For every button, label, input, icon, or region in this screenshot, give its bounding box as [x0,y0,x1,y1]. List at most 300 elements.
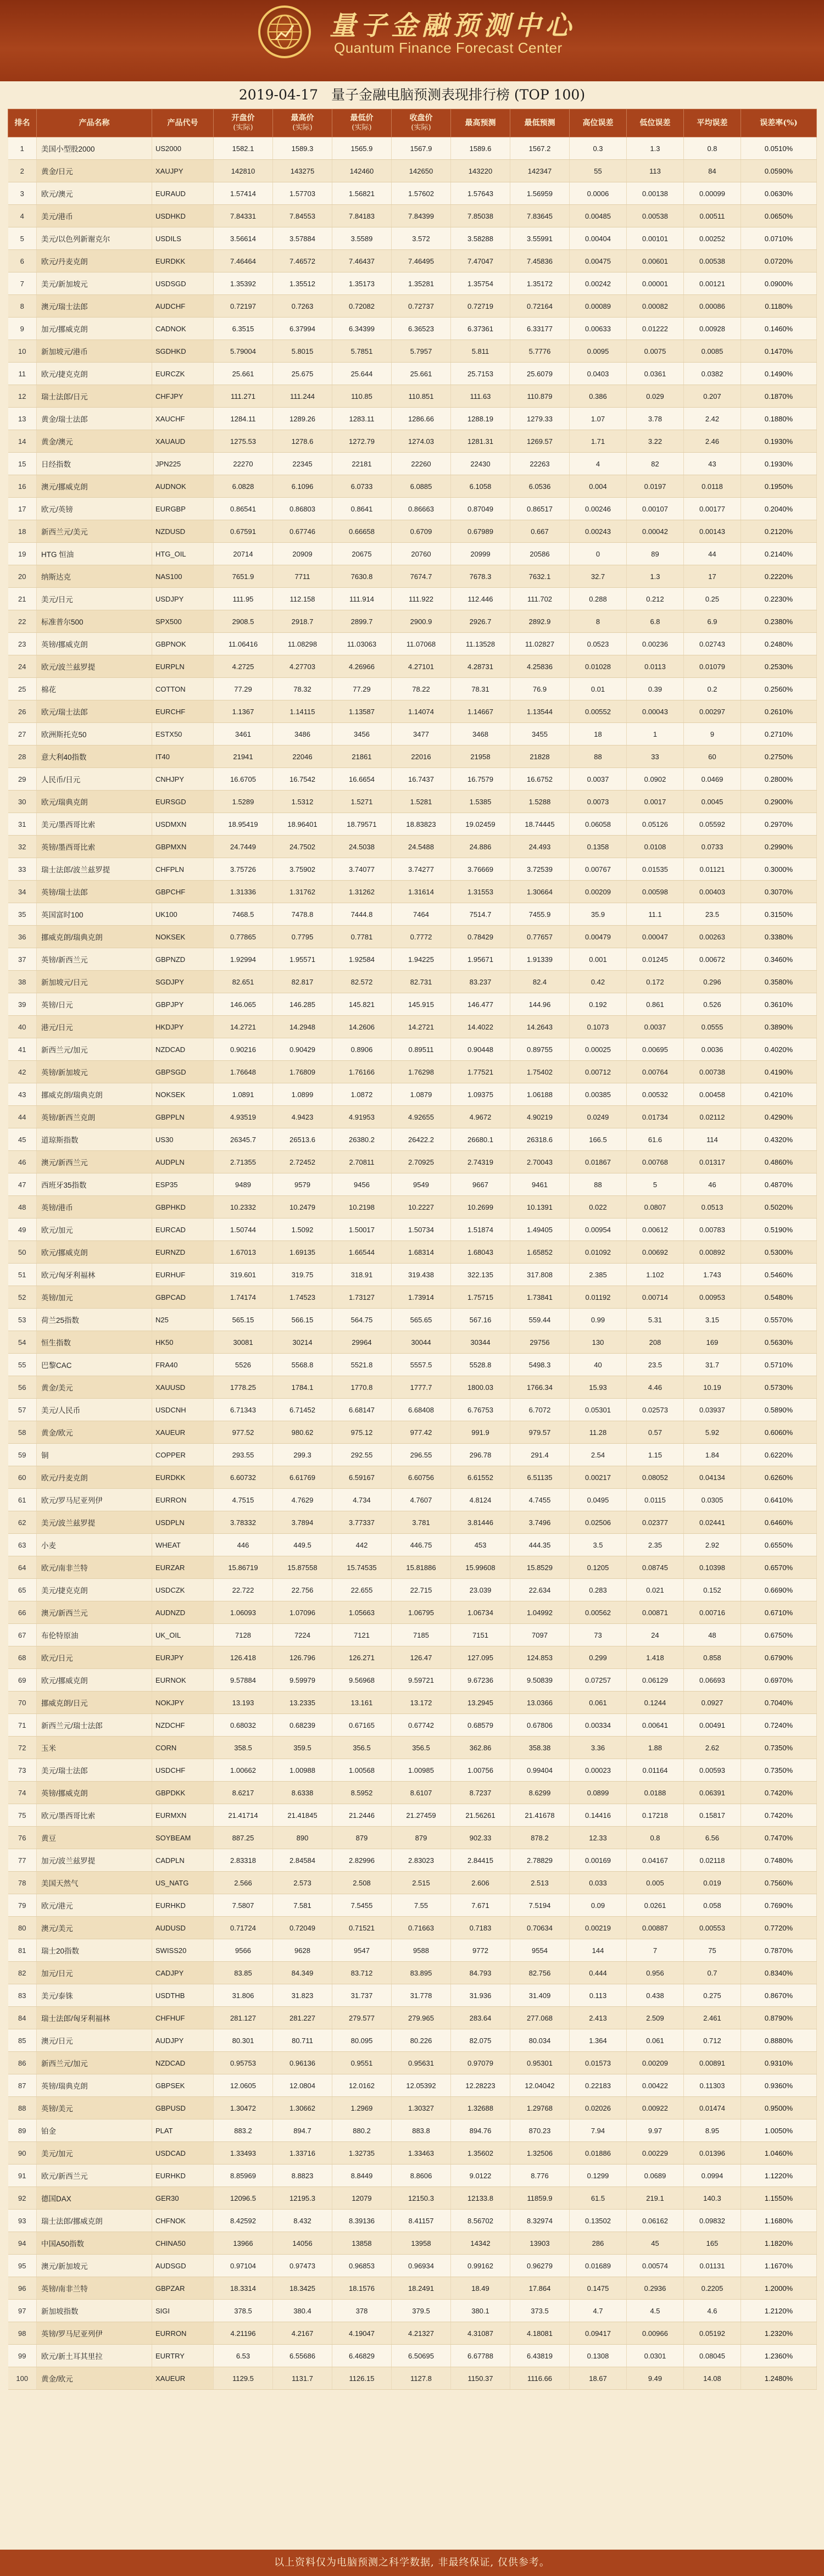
rank-cell: 44 [8,1106,37,1128]
low-cell: 25.644 [332,363,392,385]
product-name-cell: 澳元/新西兰元 [37,1151,152,1173]
high-error-cell: 0.1308 [570,2345,627,2367]
rank-cell: 4 [8,205,37,227]
open-cell: 25.661 [214,363,273,385]
low-error-cell: 0.39 [627,678,684,700]
rank-cell: 59 [8,1444,37,1466]
low-cell: 1126.15 [332,2367,392,2390]
forecast-low-cell: 0.667 [510,520,570,543]
rank-cell: 68 [8,1646,37,1669]
low-error-cell: 1.3 [627,565,684,588]
open-cell: 9566 [214,1939,273,1962]
close-cell: 13.172 [392,1692,451,1714]
product-name-cell: 玉米 [37,1737,152,1759]
low-error-cell: 0.00422 [627,2074,684,2097]
product-name-cell: 瑞士法郎/匈牙利福林 [37,2007,152,2029]
close-cell: 24.5488 [392,836,451,858]
rank-cell: 64 [8,1556,37,1579]
high-error-cell: 0.99 [570,1309,627,1331]
low-cell: 21861 [332,745,392,768]
column-header [510,109,570,137]
rank-cell: 9 [8,318,37,340]
low-cell: 12079 [332,2187,392,2210]
low-error-cell: 0.00082 [627,295,684,318]
high-cell: 13.2335 [273,1692,332,1714]
rank-cell: 1 [8,137,37,160]
error-rate-cell: 0.6410% [741,1489,817,1511]
table-row [8,1444,817,1466]
table-row [8,1173,817,1196]
product-name-cell: 铂金 [37,2119,152,2142]
forecast-low-cell: 21828 [510,745,570,768]
forecast-low-cell: 12.04042 [510,2074,570,2097]
high-cell: 8.6338 [273,1782,332,1804]
open-cell: 0.95753 [214,2052,273,2074]
error-rate-cell: 0.0900% [741,272,817,295]
product-name-cell: 港元/日元 [37,1016,152,1038]
high-error-cell: 0.00552 [570,700,627,723]
low-error-cell: 4.46 [627,1376,684,1399]
open-cell: 6.60732 [214,1466,273,1489]
error-rate-cell: 0.7560% [741,1872,817,1894]
product-code-cell: US2000 [152,137,214,160]
high-cell: 6.71452 [273,1399,332,1421]
rank-cell: 84 [8,2007,37,2029]
forecast-low-cell: 111.702 [510,588,570,610]
forecast-high-cell: 23.039 [451,1579,510,1601]
close-cell: 18.83823 [392,813,451,836]
forecast-low-cell: 2.513 [510,1872,570,1894]
high-cell: 31.823 [273,1984,332,2007]
product-name-cell: 黄金/瑞士法郎 [37,408,152,430]
close-cell: 565.65 [392,1309,451,1331]
error-rate-cell: 0.1950% [741,475,817,498]
brand-logo [258,5,311,58]
error-rate-cell: 1.2000% [741,2277,817,2300]
product-name-cell: 英镑/港币 [37,1196,152,1219]
table-row [8,1939,817,1962]
forecast-low-cell: 1.75402 [510,1061,570,1083]
error-rate-cell: 0.3380% [741,926,817,948]
open-cell: 887.25 [214,1827,273,1849]
open-cell: 1.5289 [214,791,273,813]
error-rate-cell: 0.0510% [741,137,817,160]
rank-cell: 10 [8,340,37,363]
error-rate-cell: 0.8670% [741,1984,817,2007]
rank-cell: 18 [8,520,37,543]
close-cell: 1.30327 [392,2097,451,2119]
error-rate-cell: 0.3000% [741,858,817,881]
avg-error-cell: 0.02118 [684,1849,741,1872]
low-error-cell: 0.00107 [627,498,684,520]
high-cell: 5.8015 [273,340,332,363]
forecast-high-cell: 31.936 [451,1984,510,2007]
table-row [8,1849,817,1872]
error-rate-cell: 0.1460% [741,318,817,340]
product-code-cell: EURHKD [152,1894,214,1917]
low-cell: 111.914 [332,588,392,610]
product-code-cell: NZDCAD [152,1038,214,1061]
low-error-cell: 0.0188 [627,1782,684,1804]
rank-cell: 98 [8,2322,37,2345]
product-name-cell: 欧元/英镑 [37,498,152,520]
avg-error-cell: 0.00928 [684,318,741,340]
close-cell: 80.226 [392,2029,451,2052]
error-rate-cell: 0.7480% [741,1849,817,1872]
forecast-high-cell: 1.32688 [451,2097,510,2119]
forecast-low-cell: 7455.9 [510,903,570,926]
product-name-cell: 澳元/挪威克朗 [37,475,152,498]
error-rate-cell: 0.1490% [741,363,817,385]
low-error-cell: 0.00538 [627,205,684,227]
open-cell: 1.74174 [214,1286,273,1309]
product-name-cell: 黄金/日元 [37,160,152,182]
high-cell: 359.5 [273,1737,332,1759]
product-name-cell: 瑞士法郎/日元 [37,385,152,408]
close-cell: 0.89511 [392,1038,451,1061]
low-cell: 7.46437 [332,250,392,272]
error-rate-cell: 0.2480% [741,633,817,655]
low-error-cell: 0.00042 [627,520,684,543]
table-row [8,1489,817,1511]
table-row [8,160,817,182]
forecast-low-cell: 142347 [510,160,570,182]
low-error-cell: 0.8 [627,1827,684,1849]
high-cell: 5568.8 [273,1354,332,1376]
low-error-cell: 0.005 [627,1872,684,1894]
rank-cell: 60 [8,1466,37,1489]
table-row [8,543,817,565]
rank-cell: 29 [8,768,37,791]
open-cell: 1.06093 [214,1601,273,1624]
high-error-cell: 0.0249 [570,1106,627,1128]
low-cell: 3.5589 [332,227,392,250]
high-cell: 1278.6 [273,430,332,453]
high-error-cell: 0.1299 [570,2165,627,2187]
error-rate-cell: 0.8790% [741,2007,817,2029]
avg-error-cell: 0.526 [684,993,741,1016]
low-error-cell: 0.0017 [627,791,684,813]
high-cell: 7711 [273,565,332,588]
low-cell: 4.91953 [332,1106,392,1128]
high-error-cell: 0.00954 [570,1219,627,1241]
high-error-cell: 0.09 [570,1894,627,1917]
low-cell: 1.31262 [332,881,392,903]
error-rate-cell: 0.4210% [741,1083,817,1106]
product-name-cell: 欧元/港元 [37,1894,152,1917]
high-error-cell: 18.67 [570,2367,627,2390]
high-error-cell: 144 [570,1939,627,1962]
low-error-cell: 0.00236 [627,633,684,655]
forecast-low-cell: 1.29768 [510,2097,570,2119]
error-rate-cell: 0.5570% [741,1309,817,1331]
table-row [8,2165,817,2187]
avg-error-cell: 0.00458 [684,1083,741,1106]
avg-error-cell: 3.15 [684,1309,741,1331]
forecast-low-cell: 7.5194 [510,1894,570,1917]
forecast-low-cell: 20586 [510,543,570,565]
low-cell: 1.73127 [332,1286,392,1309]
avg-error-cell: 165 [684,2232,741,2255]
open-cell: 1.1367 [214,700,273,723]
error-rate-cell: 0.3150% [741,903,817,926]
rank-cell: 91 [8,2165,37,2187]
column-label: 平均误差 [697,119,728,127]
forecast-high-cell: 567.16 [451,1309,510,1331]
product-name-cell: 美元/瑞士法郎 [37,1759,152,1782]
high-cell: 4.2167 [273,2322,332,2345]
column-unit: (实际) [292,124,313,132]
low-error-cell: 0.0115 [627,1489,684,1511]
column-label: 最高价 [291,114,314,123]
rank-cell: 94 [8,2232,37,2255]
open-cell: 319.601 [214,1264,273,1286]
avg-error-cell: 0.10398 [684,1556,741,1579]
forecast-high-cell: 22430 [451,453,510,475]
rank-cell: 45 [8,1128,37,1151]
low-error-cell: 0.0301 [627,2345,684,2367]
low-error-cell: 0.861 [627,993,684,1016]
error-rate-cell: 0.6970% [741,1669,817,1692]
column-header [741,109,817,137]
table-row [8,1196,817,1219]
forecast-high-cell: 3.81446 [451,1511,510,1534]
forecast-high-cell: 8.56702 [451,2210,510,2232]
low-cell: 0.8906 [332,1038,392,1061]
forecast-low-cell: 9461 [510,1173,570,1196]
table-row [8,1286,817,1309]
column-label: 排名 [14,119,30,127]
table-row [8,227,817,250]
close-cell: 1.68314 [392,1241,451,1264]
table-row [8,565,817,588]
forecast-low-cell: 7.45836 [510,250,570,272]
table-row [8,993,817,1016]
high-error-cell: 4.7 [570,2300,627,2322]
open-cell: 7651.9 [214,565,273,588]
column-label: 低位误差 [639,119,671,127]
table-row [8,2187,817,2210]
open-cell: 8.85969 [214,2165,273,2187]
avg-error-cell: 60 [684,745,741,768]
close-cell: 11.07068 [392,633,451,655]
open-cell: 11.06416 [214,633,273,655]
product-code-cell: GBPSGD [152,1061,214,1083]
forecast-low-cell: 870.23 [510,2119,570,2142]
error-rate-cell: 0.7420% [741,1782,817,1804]
forecast-low-cell: 11859.9 [510,2187,570,2210]
avg-error-cell: 2.42 [684,408,741,430]
low-cell: 880.2 [332,2119,392,2142]
table-row [8,1354,817,1376]
product-name-cell: HTG 恒油 [37,543,152,565]
table-row [8,2119,817,2142]
avg-error-cell: 0.0733 [684,836,741,858]
error-rate-cell: 0.7420% [741,1804,817,1827]
high-cell: 7.84553 [273,205,332,227]
product-code-cell: NOKSEK [152,1083,214,1106]
avg-error-cell: 6.56 [684,1827,741,1849]
table-row [8,858,817,881]
column-header [152,109,214,137]
low-cell: 0.96853 [332,2255,392,2277]
error-rate-cell: 0.2900% [741,791,817,813]
low-error-cell: 0.06129 [627,1669,684,1692]
product-code-cell: IT40 [152,745,214,768]
low-error-cell: 33 [627,745,684,768]
table-row [8,791,817,813]
error-rate-cell: 0.6570% [741,1556,817,1579]
low-error-cell: 0.00714 [627,1286,684,1309]
product-name-cell: 英镑/挪威克朗 [37,633,152,655]
rank-cell: 63 [8,1534,37,1556]
product-name-cell: 美元/泰铢 [37,1984,152,2007]
low-error-cell: 9.97 [627,2119,684,2142]
forecast-low-cell: 1.06188 [510,1083,570,1106]
low-error-cell: 0.00101 [627,227,684,250]
low-error-cell: 6.8 [627,610,684,633]
table-body [8,137,817,2390]
table-row [8,1016,817,1038]
product-code-cell: CHFJPY [152,385,214,408]
avg-error-cell: 0.00403 [684,881,741,903]
high-error-cell: 0.1073 [570,1016,627,1038]
avg-error-cell: 0.0513 [684,1196,741,1219]
forecast-high-cell: 7514.7 [451,903,510,926]
forecast-high-cell: 1.06734 [451,1601,510,1624]
rank-cell: 27 [8,723,37,745]
open-cell: 3.78332 [214,1511,273,1534]
product-code-cell: XAUCHF [152,408,214,430]
high-error-cell: 0.1475 [570,2277,627,2300]
forecast-high-cell: 1.57643 [451,182,510,205]
low-cell: 1.35173 [332,272,392,295]
table-row [8,363,817,385]
low-error-cell: 0.00209 [627,2052,684,2074]
low-cell: 1.66544 [332,1241,392,1264]
high-error-cell: 0.01092 [570,1241,627,1264]
forecast-high-cell: 78.31 [451,678,510,700]
table-row [8,1083,817,1106]
low-cell: 0.7781 [332,926,392,948]
forecast-high-cell: 7678.3 [451,565,510,588]
forecast-high-cell: 12.28223 [451,2074,510,2097]
table-row [8,2232,817,2255]
product-name-cell: 美元/新加坡元 [37,272,152,295]
low-error-cell: 0.00532 [627,1083,684,1106]
avg-error-cell: 0.2205 [684,2277,741,2300]
forecast-high-cell: 283.64 [451,2007,510,2029]
close-cell: 9588 [392,1939,451,1962]
low-error-cell: 3.22 [627,430,684,453]
product-code-cell: EURCHF [152,700,214,723]
error-rate-cell: 1.1670% [741,2255,817,2277]
table-row [8,723,817,745]
table-row [8,182,817,205]
error-rate-cell: 0.1930% [741,430,817,453]
avg-error-cell: 0.296 [684,971,741,993]
low-cell: 11.03063 [332,633,392,655]
low-cell: 3.77337 [332,1511,392,1534]
product-name-cell: 美国小型股2000 [37,137,152,160]
open-cell: 5.79004 [214,340,273,363]
high-error-cell: 0.1205 [570,1556,627,1579]
forecast-low-cell: 6.7072 [510,1399,570,1421]
rank-cell: 69 [8,1669,37,1692]
avg-error-cell: 0.00716 [684,1601,741,1624]
rank-cell: 21 [8,588,37,610]
low-error-cell: 5.31 [627,1309,684,1331]
avg-error-cell: 31.7 [684,1354,741,1376]
open-cell: 14.2721 [214,1016,273,1038]
forecast-high-cell: 6.61552 [451,1466,510,1489]
open-cell: 4.21196 [214,2322,273,2345]
open-cell: 13.193 [214,1692,273,1714]
table-row [8,1264,817,1286]
error-rate-cell: 0.7350% [741,1759,817,1782]
high-error-cell: 130 [570,1331,627,1354]
close-cell: 6.68408 [392,1399,451,1421]
high-error-cell: 0.02506 [570,1511,627,1534]
open-cell: 1.92994 [214,948,273,971]
close-cell: 12.05392 [392,2074,451,2097]
forecast-low-cell: 6.33177 [510,318,570,340]
rank-cell: 49 [8,1219,37,1241]
avg-error-cell: 0.09832 [684,2210,741,2232]
close-cell: 1567.9 [392,137,451,160]
close-cell: 2.515 [392,1872,451,1894]
forecast-high-cell: 13.2945 [451,1692,510,1714]
forecast-high-cell: 0.90448 [451,1038,510,1061]
low-error-cell: 0.08745 [627,1556,684,1579]
forecast-high-cell: 6.1058 [451,475,510,498]
product-name-cell: 澳元/新加坡元 [37,2255,152,2277]
table-row [8,1737,817,1759]
low-cell: 7.84183 [332,205,392,227]
high-error-cell: 0.42 [570,971,627,993]
low-error-cell: 0.0108 [627,836,684,858]
avg-error-cell: 140.3 [684,2187,741,2210]
close-cell: 319.438 [392,1264,451,1286]
avg-error-cell: 0.04134 [684,1466,741,1489]
table-row [8,1399,817,1421]
low-cell: 6.34399 [332,318,392,340]
product-name-cell: 英镑/南非兰特 [37,2277,152,2300]
table-row [8,1646,817,1669]
forecast-high-cell: 6.76753 [451,1399,510,1421]
low-error-cell: 1 [627,723,684,745]
table-row [8,1421,817,1444]
table-row [8,1669,817,1692]
forecast-high-cell: 2926.7 [451,610,510,633]
high-cell: 6.61769 [273,1466,332,1489]
open-cell: 281.127 [214,2007,273,2029]
rank-cell: 87 [8,2074,37,2097]
low-cell: 22181 [332,453,392,475]
avg-error-cell: 0.00783 [684,1219,741,1241]
high-error-cell: 0.033 [570,1872,627,1894]
product-name-cell: 纳斯达克 [37,565,152,588]
table-row [8,2345,817,2367]
low-cell: 10.2198 [332,1196,392,1219]
rank-cell: 50 [8,1241,37,1264]
forecast-high-cell: 25.7153 [451,363,510,385]
high-error-cell: 55 [570,160,627,182]
high-error-cell: 8 [570,610,627,633]
open-cell: 6.3515 [214,318,273,340]
table-row [8,205,817,227]
forecast-low-cell: 0.72164 [510,295,570,318]
